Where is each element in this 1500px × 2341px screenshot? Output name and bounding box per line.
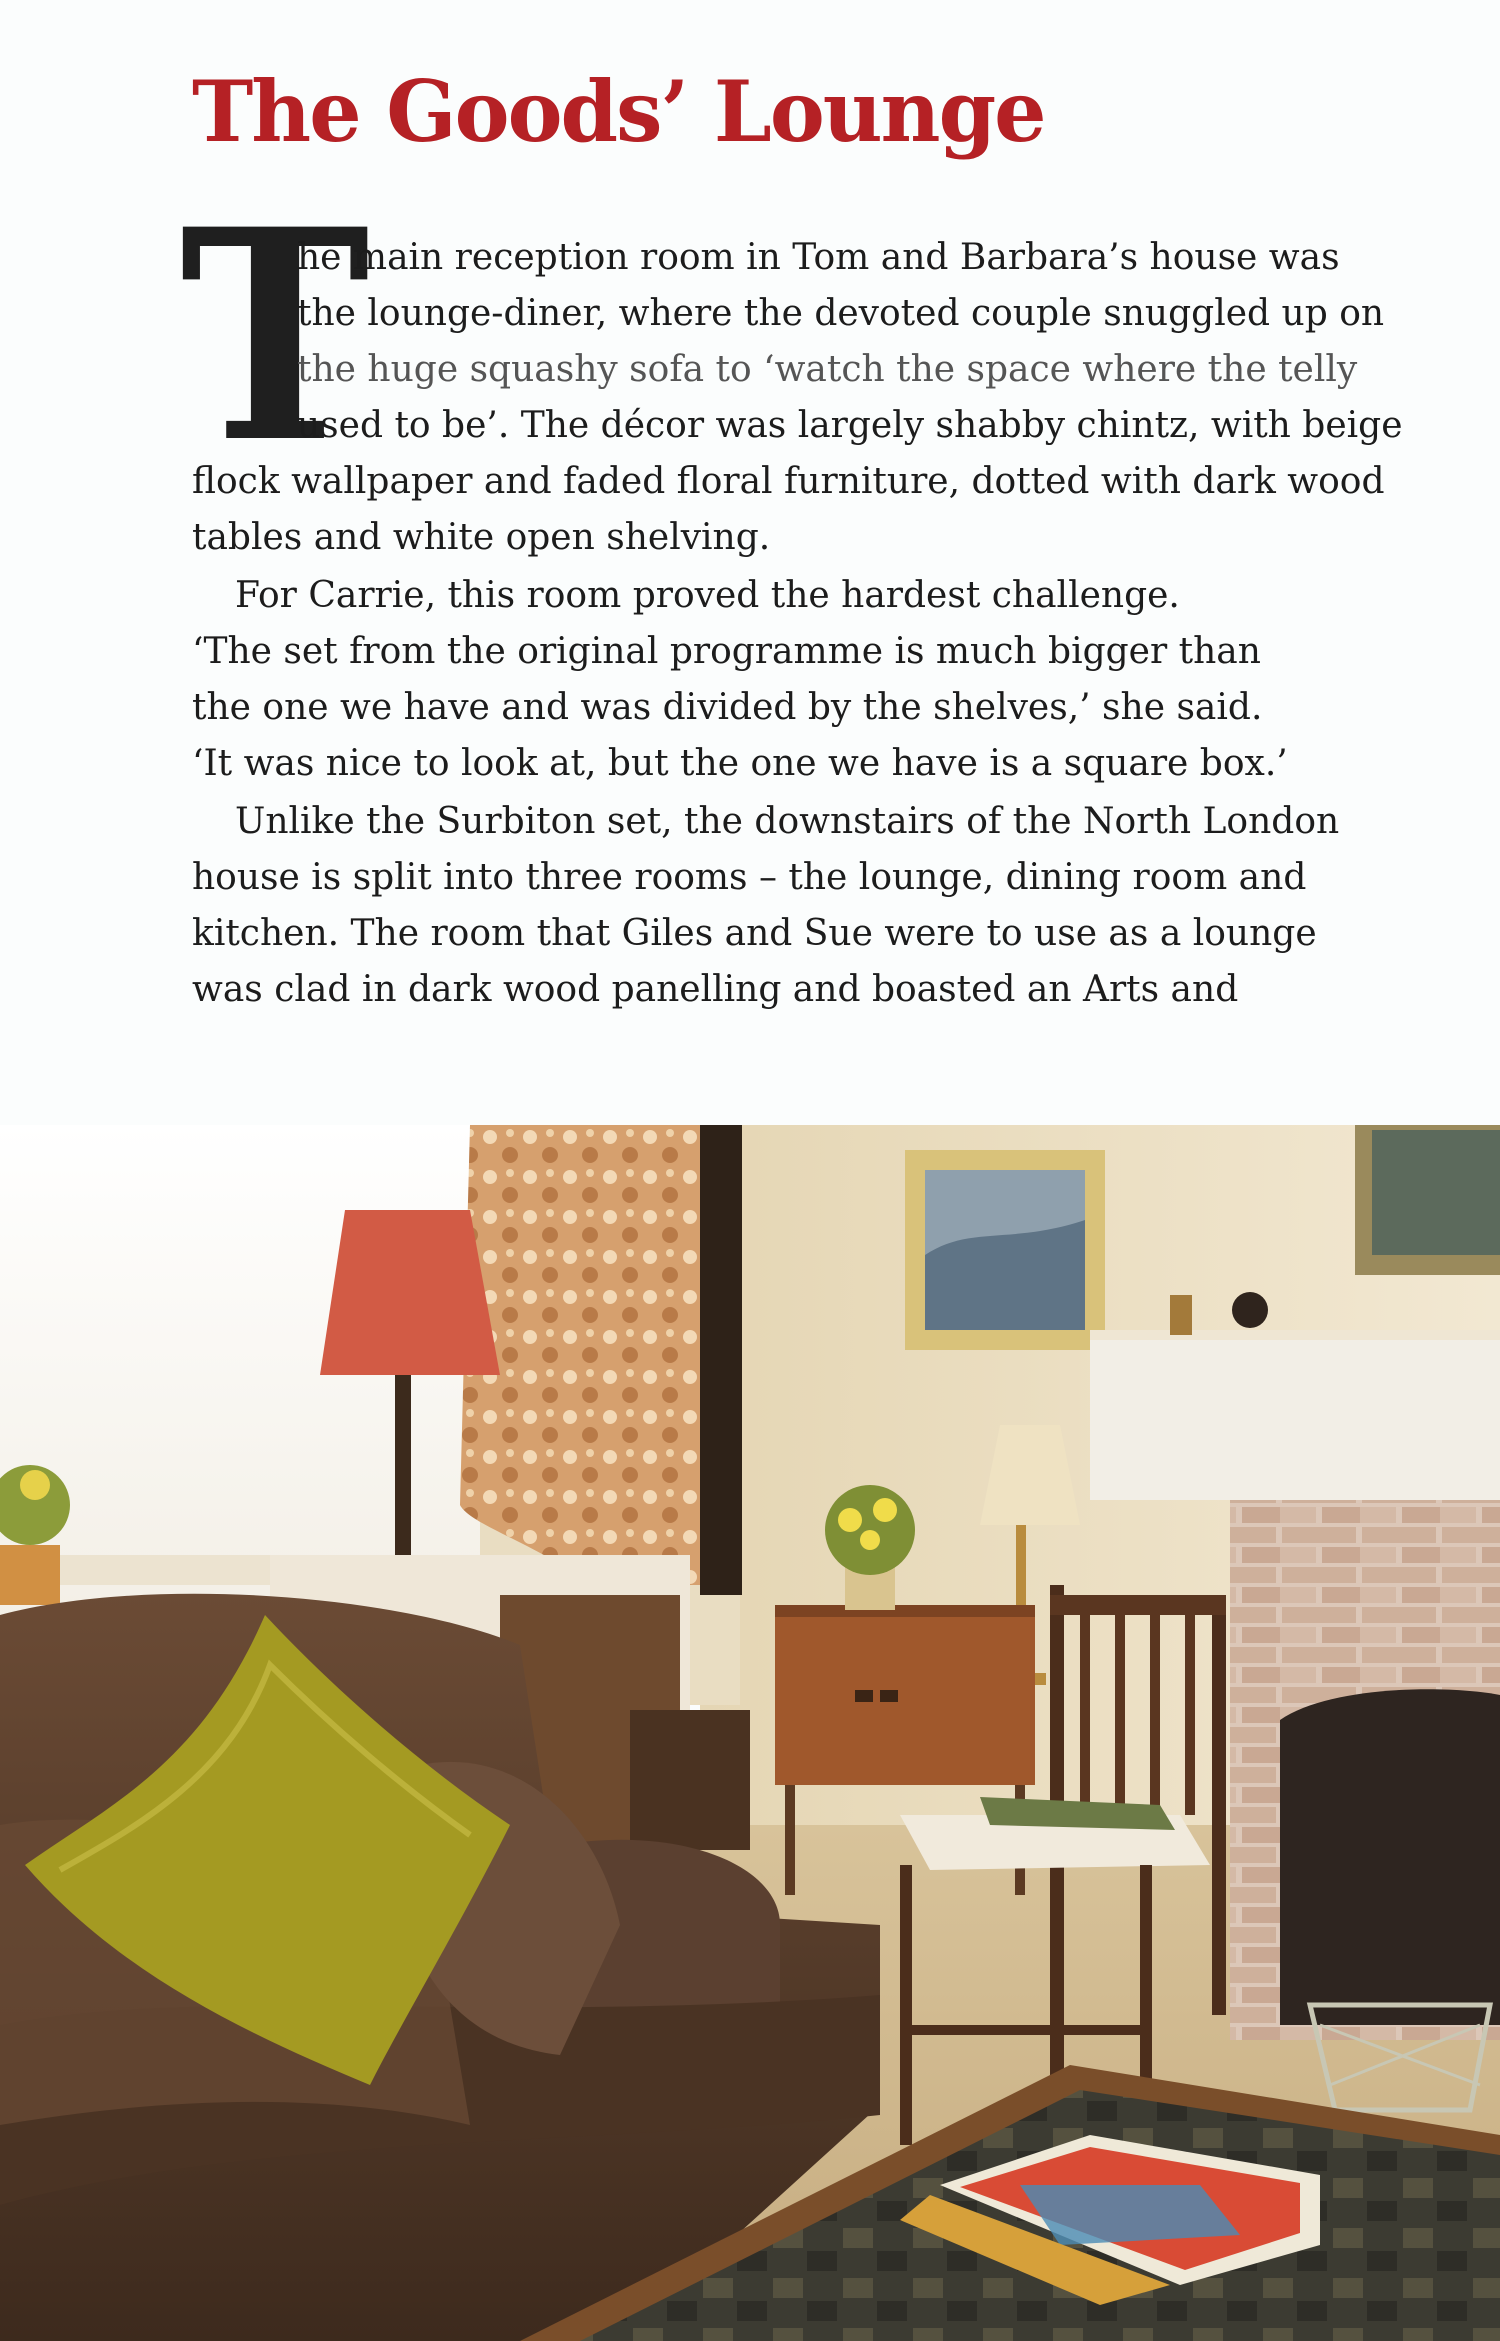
body-line: used to be’. The décor was largely shabby chintz, with beige bbox=[297, 405, 1403, 446]
body-line: kitchen. The room that Giles and Sue were to use as a lounge bbox=[192, 913, 1317, 954]
lounge-photo bbox=[0, 1125, 1500, 2341]
body-line: flock wallpaper and faded floral furniture, dotted with dark wood bbox=[192, 461, 1385, 502]
article-title: The Goods’ Lounge bbox=[192, 62, 1045, 161]
body-line: ‘It was nice to look at, but the one we have is a square box.’ bbox=[192, 743, 1288, 784]
body-line: For Carrie, this room proved the hardest challenge. bbox=[235, 575, 1180, 616]
body-line: tables and white open shelving. bbox=[192, 517, 771, 558]
body-line: the one we have and was divided by the shelves,’ she said. bbox=[192, 687, 1263, 728]
body-line: was clad in dark wood panelling and boasted an Arts and bbox=[192, 969, 1239, 1010]
drop-cap bbox=[180, 167, 370, 507]
body-line: ‘The set from the original programme is much bigger than bbox=[192, 631, 1261, 672]
drop-cap-letter: T bbox=[180, 167, 370, 507]
body-line: he main reception room in Tom and Barbara’s house was bbox=[297, 237, 1340, 278]
body-line: house is split into three rooms – the lounge, dining room and bbox=[192, 857, 1307, 898]
body-line: the huge squashy sofa to ‘watch the space where the telly bbox=[297, 349, 1358, 390]
body-line: Unlike the Surbiton set, the downstairs of the North London bbox=[235, 801, 1340, 842]
body-line: the lounge-diner, where the devoted couple snuggled up on bbox=[297, 293, 1385, 334]
